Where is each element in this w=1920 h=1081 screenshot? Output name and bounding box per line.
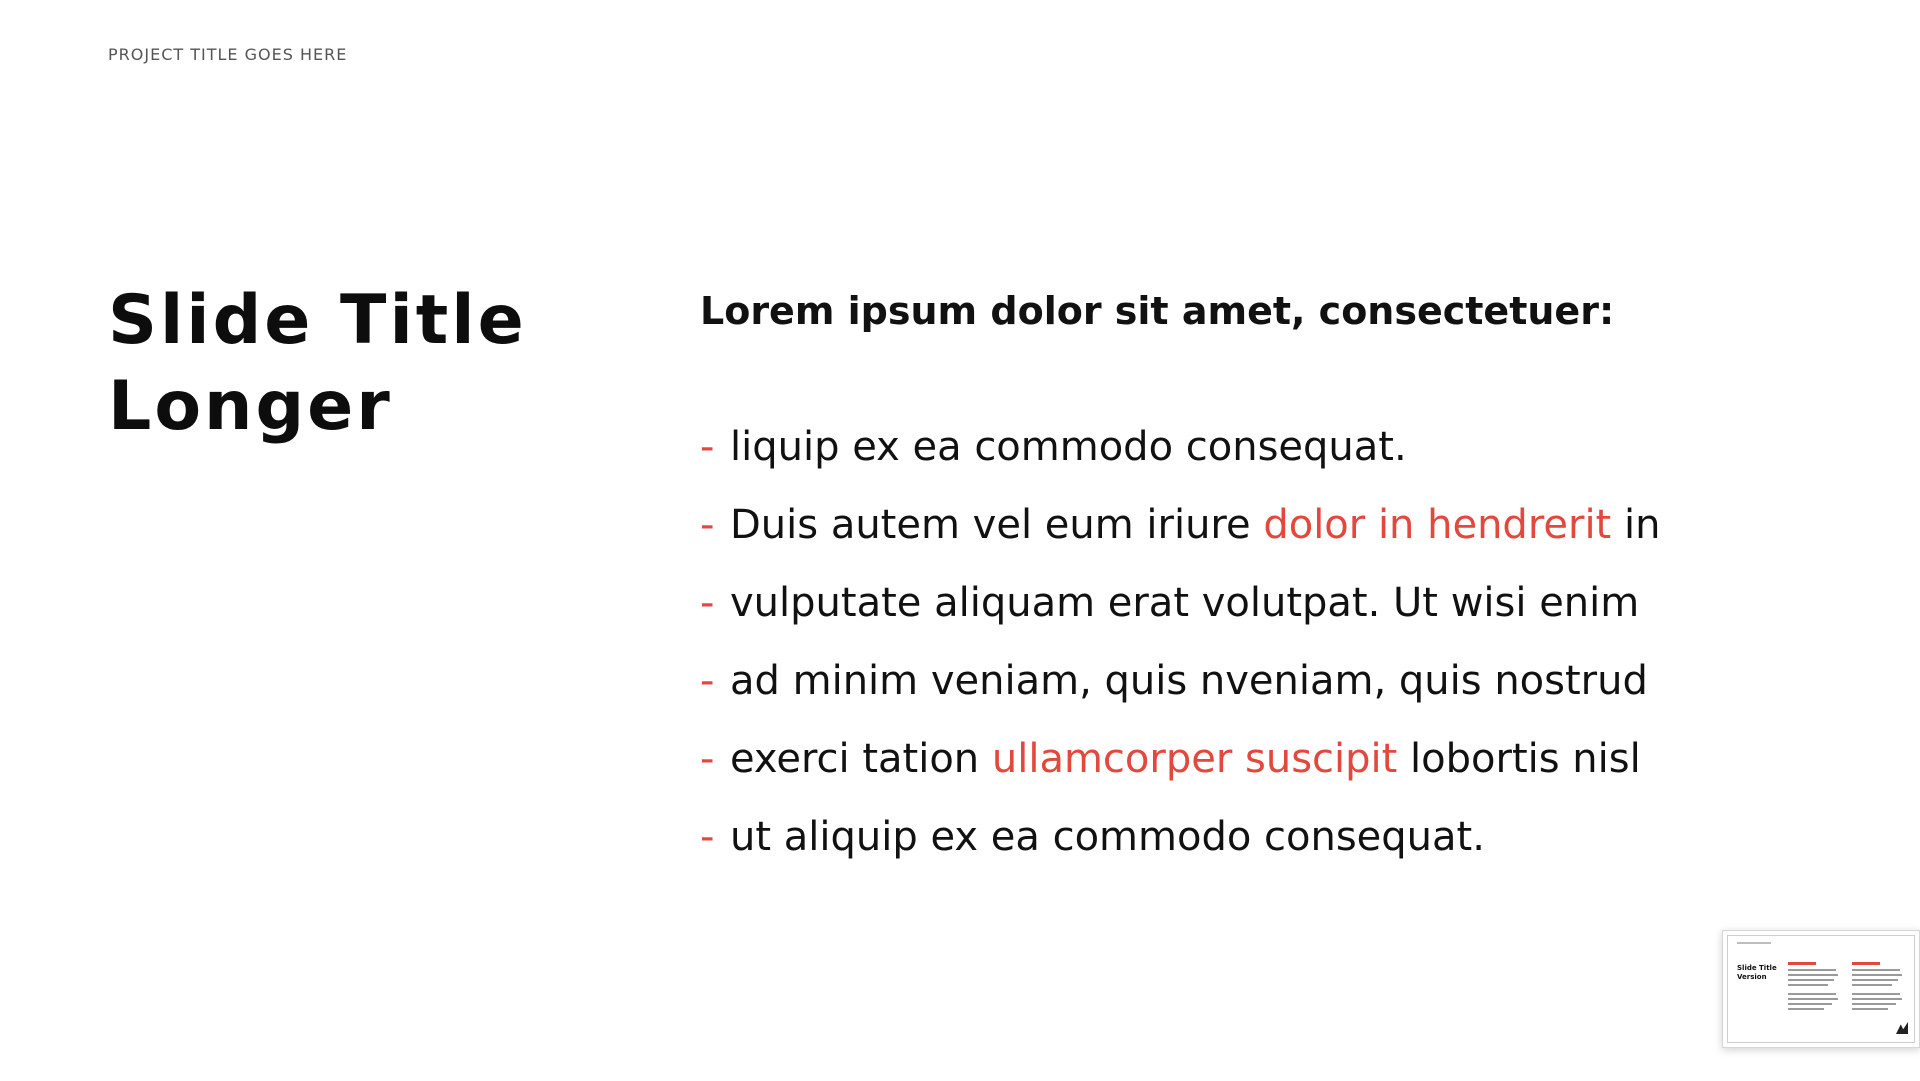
thumbnail-text-line [1852, 984, 1892, 986]
bullet-text-after: in [1611, 502, 1661, 548]
bullet-text: ad minim veniam, quis nveniam, quis nostrud [730, 658, 1648, 704]
bullet-dash: - [700, 814, 715, 860]
thumbnail-text-line [1788, 1003, 1832, 1005]
thumbnail-text-line [1852, 969, 1900, 971]
bullet-item [700, 564, 1800, 642]
slide-title-line-1: Slide Title [108, 281, 527, 360]
bullet-item [700, 720, 1800, 798]
slide-thumbnail[interactable] [1722, 930, 1920, 1048]
thumbnail-subtitle [1788, 962, 1816, 965]
bullet-dash: - [700, 658, 715, 704]
thumbnail-text-line [1788, 984, 1828, 986]
thumbnail-text-line [1788, 969, 1836, 971]
thumbnail-text-line [1852, 1003, 1896, 1005]
thumbnail-text-line [1788, 1008, 1824, 1010]
thumbnail-title [1737, 964, 1777, 982]
thumbnail-text-line [1852, 998, 1902, 1000]
thumbnail-image-icon [1896, 1022, 1908, 1034]
bullet-highlight: ullamcorper suscipit [991, 736, 1398, 782]
bullet-item [700, 642, 1800, 720]
thumbnail-subtitle [1852, 962, 1880, 965]
thumbnail-column-right [1852, 962, 1904, 1013]
thumbnail-text-line [1788, 974, 1838, 976]
thumbnail-text-line [1788, 998, 1838, 1000]
bullet-text: vulputate aliquam erat volutpat. Ut wisi enim [730, 580, 1640, 626]
thumbnail-column-left [1788, 962, 1840, 1013]
thumbnail-text-line [1852, 974, 1902, 976]
thumbnail-text-line [1852, 993, 1900, 995]
thumbnail-project-line [1737, 942, 1771, 944]
project-title: PROJECT TITLE GOES HERE [108, 45, 348, 64]
bullet-text: exerci tation [730, 736, 992, 782]
bullet-item [700, 486, 1800, 564]
thumbnail-title-line-1: Slide Title [1737, 964, 1777, 972]
bullet-dash: - [700, 424, 715, 470]
bullet-dash: - [700, 580, 715, 626]
bullet-text: liquip ex ea commodo consequat. [730, 424, 1407, 470]
thumbnail-slide-preview [1727, 935, 1915, 1043]
bullet-text: ut aliquip ex ea commodo consequat. [730, 814, 1485, 860]
thumbnail-text-line [1852, 1008, 1888, 1010]
slide-title-line-2: Longer [108, 367, 393, 446]
slide-title [108, 278, 588, 450]
thumbnail-text-line [1788, 993, 1836, 995]
bullet-item [700, 408, 1800, 486]
thumbnail-title-line-2: Version [1737, 973, 1767, 981]
content-heading: Lorem ipsum dolor sit amet, consectetuer: [700, 289, 1615, 333]
content-block [700, 288, 1800, 876]
bullet-highlight: dolor in hendrerit [1263, 502, 1612, 548]
bullet-text-after: lobortis nisl [1397, 736, 1641, 782]
bullet-text: Duis autem vel eum iriure [730, 502, 1264, 548]
bullet-dash: - [700, 502, 715, 548]
bullet-item [700, 798, 1800, 876]
thumbnail-text-line [1852, 979, 1898, 981]
thumbnail-text-line [1788, 979, 1834, 981]
bullet-dash: - [700, 736, 715, 782]
bullet-list [700, 408, 1800, 876]
